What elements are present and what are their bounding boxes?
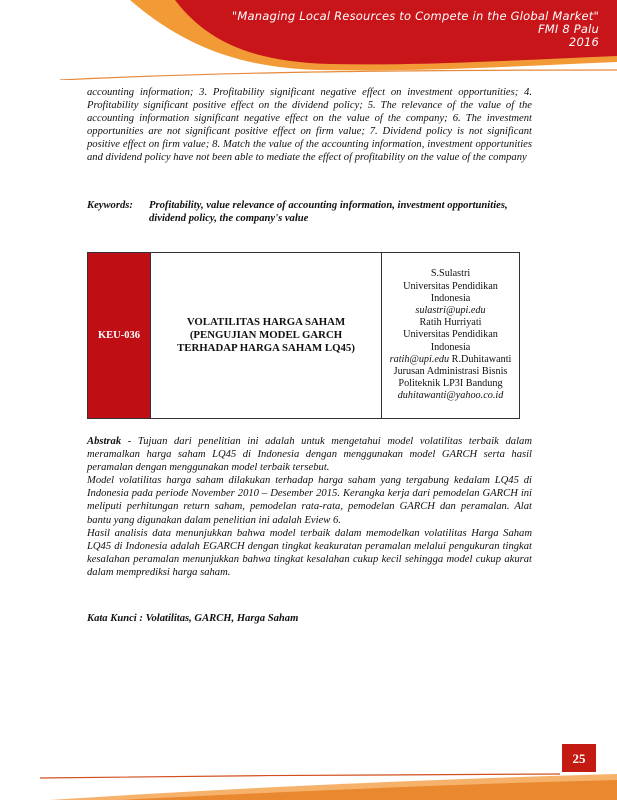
abstract-paragraph: Hasil analisis data menunjukkan bahwa model terbaik dalam memodelkan volatilitas Harga Saham LQ45 di Indonesia adalah EGARCH dengan tingkat keakuratan peramalan melalui pengukuran tingkat kesalahan peramalan menunjukkan bahwa tingkat kesalahan cukup kecil sehingga model cukup akurat dalam memprediksi harga saham. <box>87 527 532 578</box>
paper-code: KEU-036 <box>88 253 151 419</box>
abstract-label: Abstrak <box>87 436 122 447</box>
author-email[interactable]: sulastri@upi.edu <box>415 304 486 316</box>
abstract-paragraph: Model volatilitas harga saham dilakukan terhadap harga saham yang tergabung kedalam LQ45 di Indonesia pada periode November 2010 – Desember 2015. Kerangka kerja dari pemodelan GARCH ini meliputi perhitungan return saham, pemodelan rata-rata, pemodelan GARCH dan peramalan. Alat bantu yang digunakan dalam penelitian ini adalah Eview 6. <box>87 475 532 526</box>
abstract-text: - Tujuan dari penelitian ini adalah untuk mengetahui model volatilitas terbaik dalam meramalkan harga saham LQ45 di Indonesia dengan menggunakan model GARCH serta hasil peramalan dengan menggunakan model terbaik tersebut. <box>87 436 532 474</box>
paper-title-line: (PENGUJIAN MODEL GARCH <box>189 329 343 342</box>
conference-year: 2016 <box>568 35 599 49</box>
author-institution: Indonesia <box>430 341 471 353</box>
author-email[interactable]: duhitawanti@yahoo.co.id <box>397 390 504 402</box>
kata-kunci: Kata Kunci : Volatilitas, GARCH, Harga Saham <box>87 613 299 624</box>
author-institution: Universitas Pendidikan <box>403 280 498 292</box>
author-name: R.Duhitawanti <box>451 353 512 365</box>
conference-event: FMI 8 Palu <box>537 22 599 36</box>
keywords-label: Keywords: <box>87 200 133 211</box>
author-email[interactable]: ratih@upi.edu <box>389 353 450 365</box>
keywords-text: Profitability, value relevance of accounting information, investment opportunities, dividend policy, the company's value <box>149 200 508 224</box>
paper-title-line: VOLATILITAS HARGA SAHAM <box>186 316 346 329</box>
paper-title-line: TERHADAP HARGA SAHAM LQ45) <box>177 341 355 354</box>
abstract-paragraph <box>87 435 532 474</box>
header-text <box>232 10 599 49</box>
author-name: Ratih Hurriyati <box>419 317 482 329</box>
paper-title <box>151 253 382 419</box>
page-number: 25 <box>562 744 596 772</box>
intro-paragraph: accounting information; 3. Profitability significant negative effect on investment opportunities; 4. Profitability significant positive effect on the dividend policy; 5. The relevance of the value of the accounting information significant negative effect on the value of the company; 6. The investment opportunities are not significant positive effect on firm value; 7. Dividend policy is not significant positive effect on firm value; 8. Match the value of the accounting information, investment opportunities and dividend policy have not been able to mediate the effect of profitability on the value of the company <box>87 87 532 164</box>
conference-theme: "Managing Local Resources to Compete in the Global Market" <box>231 9 599 23</box>
footer-banner <box>0 740 617 800</box>
author-email-and-name <box>382 354 519 366</box>
paper-authors <box>382 253 520 419</box>
author-name: S.Sulastri <box>430 268 471 280</box>
abstract-block <box>87 435 532 579</box>
author-institution: Jurusan Administrasi Bisnis <box>393 366 508 377</box>
paper-info-table <box>87 252 520 419</box>
author-institution: Politeknik LP3I Bandung <box>398 378 503 390</box>
author-institution: Indonesia <box>430 292 471 304</box>
author-institution: Universitas Pendidikan <box>403 329 498 341</box>
